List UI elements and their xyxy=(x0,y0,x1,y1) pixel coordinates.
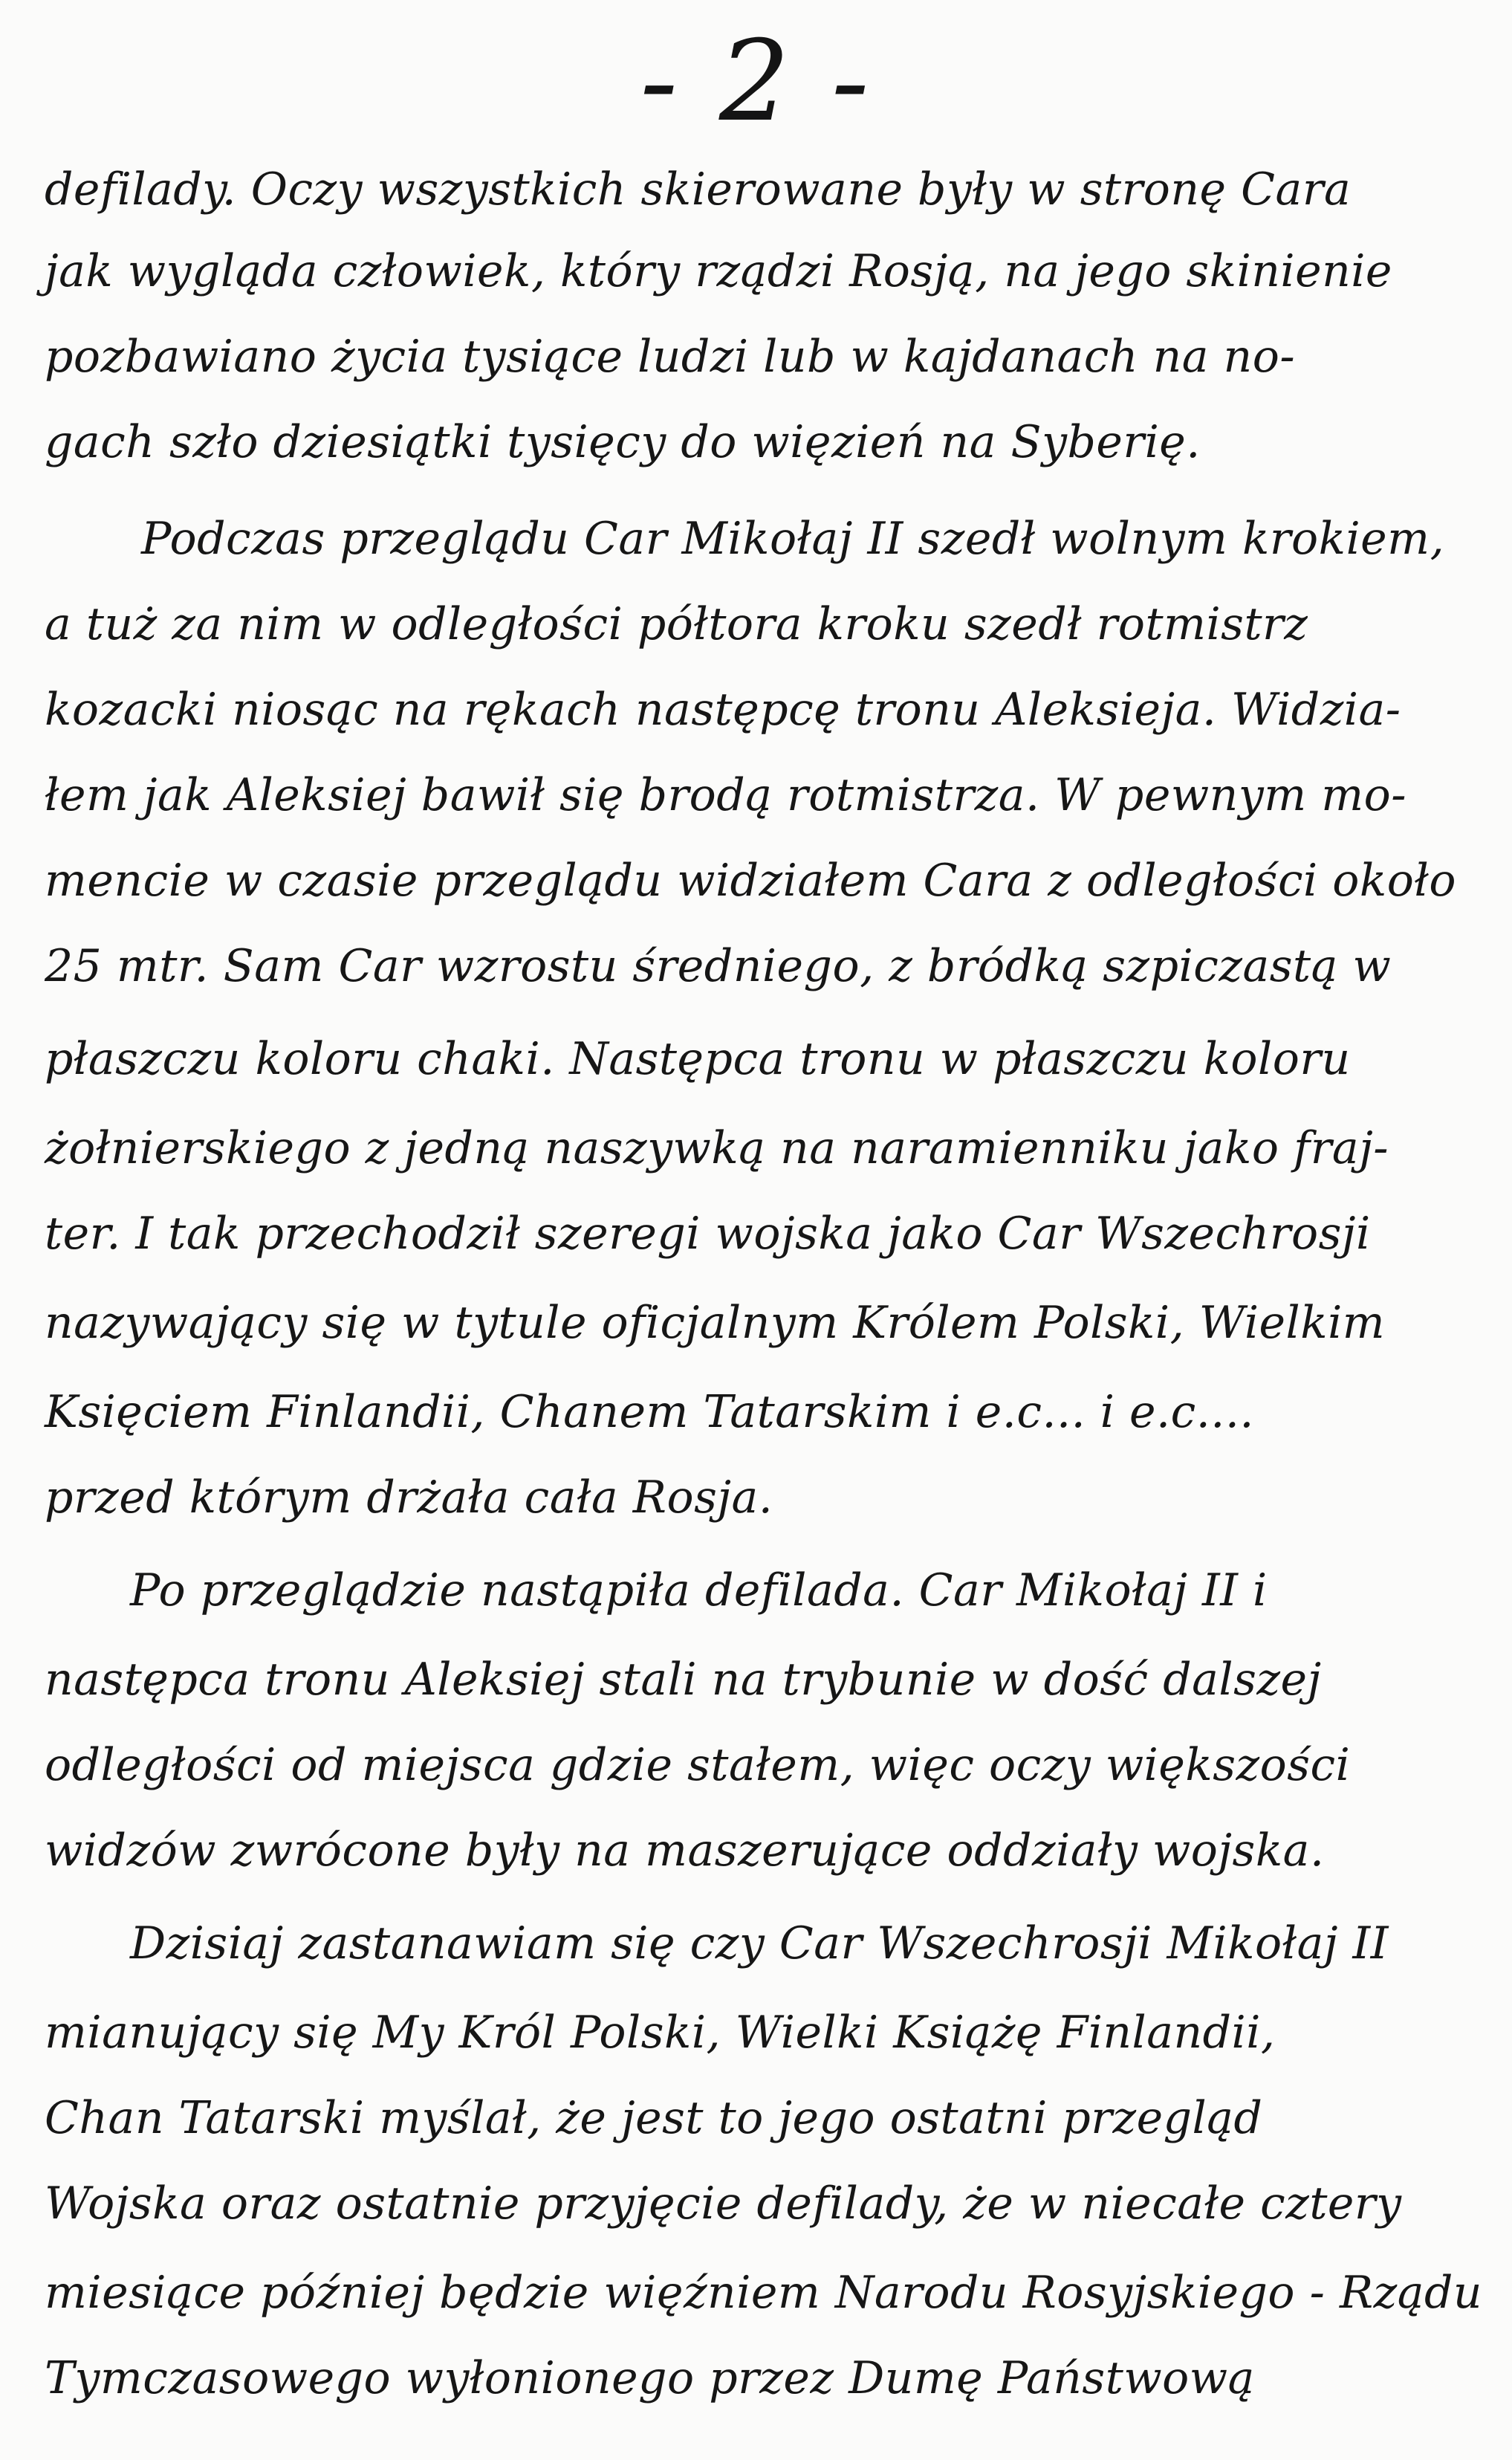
text-line: Księciem Finlandii, Chanem Tatarskim i e.c... i e.c.... xyxy=(45,1386,1254,1438)
text-line: płaszczu koloru chaki. Następca tronu w płaszczu koloru xyxy=(45,1033,1351,1085)
text-line: Po przeglądzie nastąpiła defilada. Car Mikołaj II i xyxy=(130,1564,1268,1616)
text-line: jak wygląda człowiek, który rządzi Rosją, na jego skinienie xyxy=(45,245,1392,297)
text-line: nazywający się w tytule oficjalnym Królem Polski, Wielkim xyxy=(45,1297,1386,1349)
text-line: łem jak Aleksiej bawił się brodą rotmistrza. W pewnym mo- xyxy=(45,769,1406,821)
text-line: widzów zwrócone były na maszerujące oddziały wojska. xyxy=(45,1825,1325,1877)
text-line: mencie w czasie przeglądu widziałem Cara z odległości około xyxy=(45,855,1456,907)
text-line: miesiące później będzie więźniem Narodu Rosyjskiego - Rządu xyxy=(45,2267,1483,2319)
text-line: żołnierskiego z jedną naszywką na naramienniku jako fraj- xyxy=(45,1122,1389,1174)
text-line: Podczas przeglądu Car Mikołaj II szedł wolnym krokiem, xyxy=(141,513,1445,565)
text-line: przed którym drżała cała Rosja. xyxy=(45,1472,773,1524)
text-line: defilady. Oczy wszystkich skierowane były w stronę Cara xyxy=(45,164,1352,216)
text-line: a tuż za nim w odległości półtora kroku szedł rotmistrz xyxy=(45,598,1308,650)
text-line: odległości od miejsca gdzie stałem, więc oczy większości xyxy=(45,1739,1351,1791)
text-line: Chan Tatarski myślał, że jest to jego ostatni przegląd xyxy=(45,2092,1263,2144)
text-line: ter. I tak przechodził szeregi wojska jako Car Wszechrosji xyxy=(45,1208,1371,1260)
text-line: Dzisiaj zastanawiam się czy Car Wszechrosji Mikołaj II xyxy=(130,1917,1389,1969)
text-line: pozbawiano życia tysiące ludzi lub w kajdanach na no- xyxy=(45,331,1296,383)
text-line: kozacki niosąc na rękach następcę tronu Aleksieja. Widzia- xyxy=(45,684,1401,736)
page-number: - 2 - xyxy=(640,17,872,146)
text-line: gach szło dziesiątki tysięcy do więzień na Syberię. xyxy=(45,416,1201,468)
text-line: następca tronu Aleksiej stali na trybunie w dość dalszej xyxy=(45,1654,1322,1706)
text-line: 25 mtr. Sam Car wzrostu średniego, z bródką szpiczastą w xyxy=(45,940,1392,992)
text-line: mianujący się My Król Polski, Wielki Książę Finlandii, xyxy=(45,2007,1276,2059)
text-line: Wojska oraz ostatnie przyjęcie defilady, że w niecałe cztery xyxy=(45,2178,1402,2230)
text-line: Tymczasowego wyłonionego przez Dumę Państwową xyxy=(45,2352,1255,2404)
